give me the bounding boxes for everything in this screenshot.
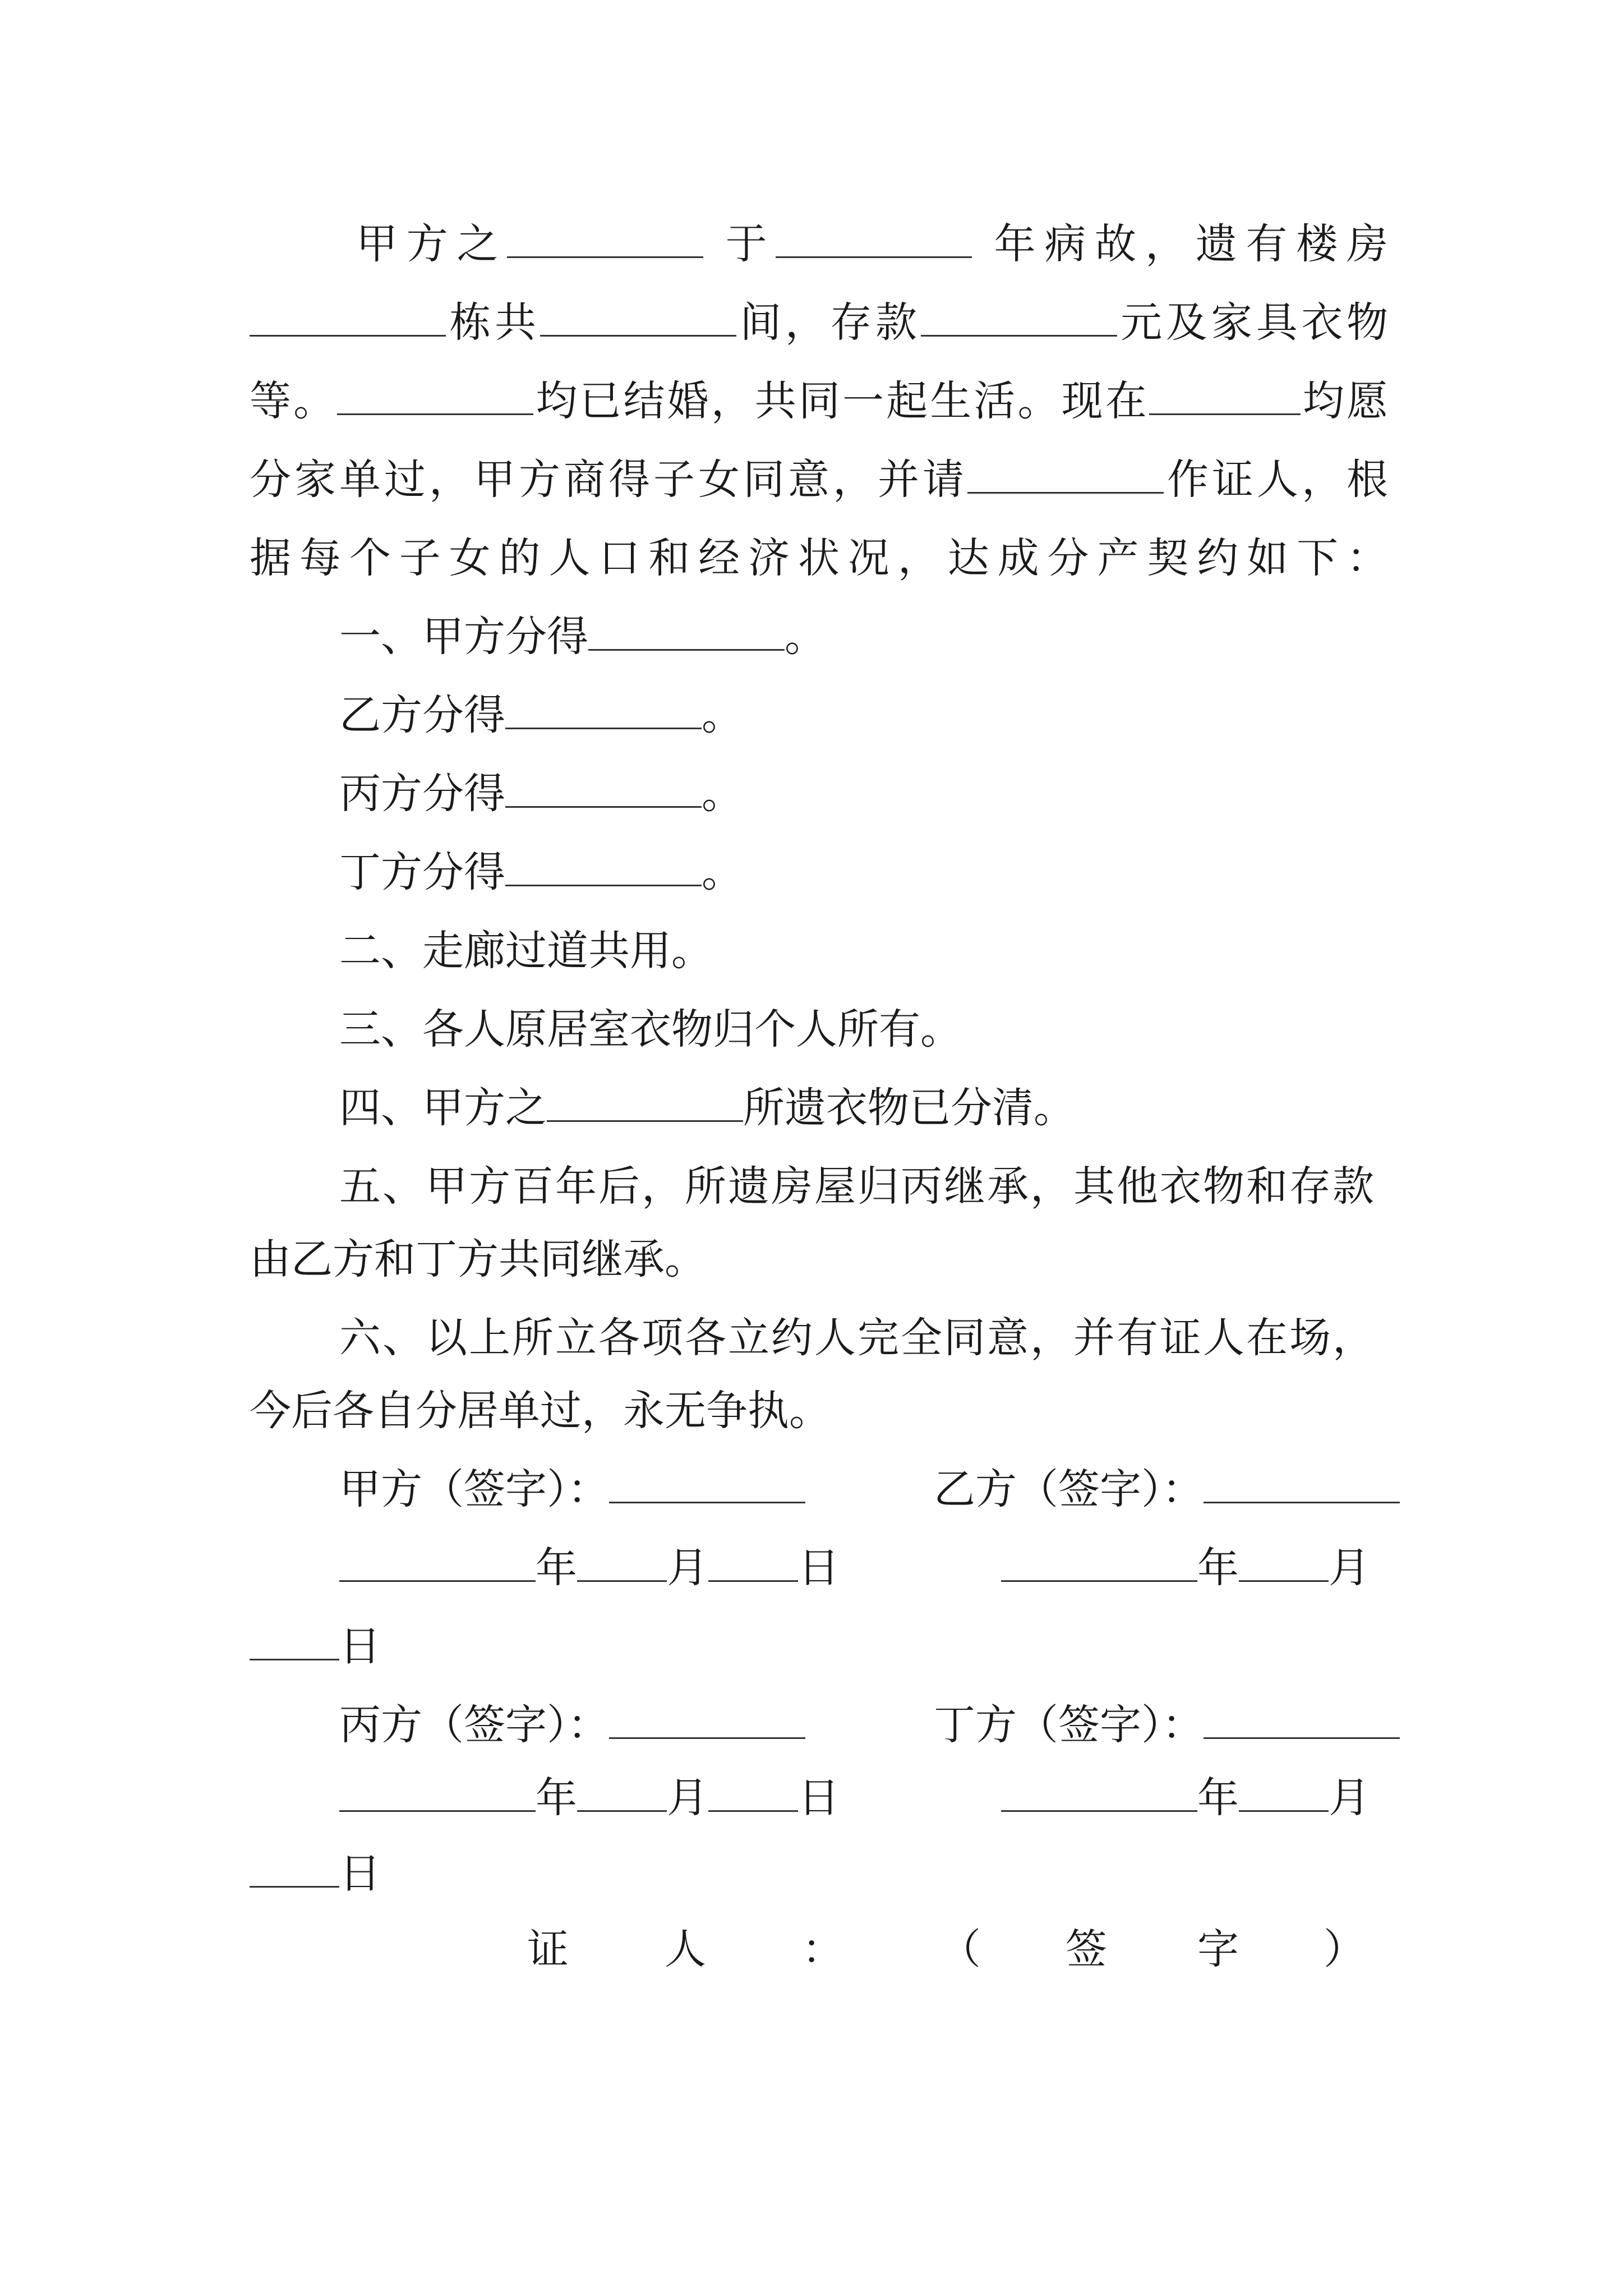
intro-line-5: 据每个子女的人口和经济状况，达成分产契约如下： bbox=[250, 534, 1388, 582]
jia-signature-blank[interactable] bbox=[609, 1462, 805, 1503]
yi-signature: 乙方（签字）： bbox=[934, 1461, 1400, 1517]
bing-day-blank[interactable] bbox=[708, 1771, 798, 1812]
ding-share-blank[interactable] bbox=[505, 845, 702, 886]
item-jia-share: 一、甲方分得 。 bbox=[339, 609, 1478, 665]
yi-date: 年 月 bbox=[1001, 1540, 1370, 1596]
deceased-name-blank-2[interactable] bbox=[547, 1081, 743, 1122]
yi-share-blank[interactable] bbox=[505, 688, 702, 729]
ding-signature: 丁方（签字）： bbox=[934, 1697, 1400, 1753]
bing-year-blank[interactable] bbox=[339, 1771, 536, 1812]
ding-year-blank[interactable] bbox=[1001, 1771, 1197, 1812]
witness-name-blank[interactable] bbox=[967, 453, 1164, 494]
contract-page: 甲方之 于 年病故，遗有楼房 栋共 间，存款 元及家具衣物 等。 均已结婚，共同一起生活。现在 均愿 分家单过，甲方商得子女同意，并请 作证人，根 据每个子女的人口和经济状况，达成分产契约如下： 一、甲方分得 。 乙方分得 。 丙方分得 。 丁方分得 。 二、走廊过道共用。 三、各人原居室衣物归个人所有。 四、甲方之 所遗衣物已分清。 五、甲方百年后，所遗房屋归丙继承，其他衣物和存款 由乙方和丁方共同继承。 六、以上所立各项各立约人完全同意，并有证人在场， 今后各自分居单过，永无争执。 甲方（签字）： 乙方（签字）： 年 月 日 年 月 日 丙方（签字）： 丁方（签字）： 年 月 日 年 月 日 证 人 ： （ 签 字 ） bbox=[0, 0, 1623, 2296]
yi-date-day: 日 bbox=[250, 1618, 381, 1674]
jia-day-blank[interactable] bbox=[708, 1541, 798, 1582]
bing-share-blank[interactable] bbox=[505, 767, 702, 808]
ding-date-day: 日 bbox=[250, 1846, 381, 1902]
item-corridor: 二、走廊过道共用。 bbox=[339, 927, 713, 975]
bing-signature: 丙方（签字）： bbox=[339, 1697, 805, 1753]
yi-signature-blank[interactable] bbox=[1204, 1462, 1400, 1503]
deposit-amount-blank[interactable] bbox=[921, 296, 1117, 337]
item-inheritance: 五、甲方百年后，所遗房屋归丙继承，其他衣物和存款 bbox=[339, 1162, 1376, 1211]
ding-signature-blank[interactable] bbox=[1204, 1698, 1400, 1739]
jia-share-blank[interactable] bbox=[588, 610, 785, 651]
intro-line-4: 分家单过，甲方商得子女同意，并请 作证人，根 bbox=[250, 452, 1388, 508]
item-agreement: 六、以上所立各项各立约人完全同意，并有证人在场， bbox=[339, 1314, 1376, 1362]
item-inheritance-cont: 由乙方和丁方共同继承。 bbox=[250, 1235, 706, 1283]
item-personal-clothing: 三、各人原居室衣物归个人所有。 bbox=[339, 1005, 962, 1053]
jia-year-blank[interactable] bbox=[339, 1541, 536, 1582]
item-bing-share: 丙方分得 。 bbox=[339, 766, 1478, 822]
ding-month-blank[interactable] bbox=[1239, 1771, 1329, 1812]
intro-line-2: 栋共 间，存款 元及家具衣物 bbox=[250, 295, 1388, 351]
bing-month-blank[interactable] bbox=[577, 1771, 667, 1812]
yi-day-blank[interactable] bbox=[250, 1619, 339, 1660]
deceased-name-blank[interactable] bbox=[507, 217, 703, 258]
intro-line-1: 甲方之 于 年病故，遗有楼房 bbox=[250, 216, 1388, 272]
building-count-blank[interactable] bbox=[250, 296, 446, 337]
item-ding-share: 丁方分得 。 bbox=[339, 844, 1478, 900]
bing-signature-blank[interactable] bbox=[609, 1698, 805, 1739]
parties-blank[interactable] bbox=[1149, 374, 1301, 415]
death-year-blank[interactable] bbox=[776, 217, 972, 258]
children-names-blank[interactable] bbox=[337, 374, 533, 415]
yi-month-blank[interactable] bbox=[1239, 1541, 1329, 1582]
room-count-blank[interactable] bbox=[540, 296, 736, 337]
item-deceased-clothing: 四、甲方之 所遗衣物已分清。 bbox=[339, 1080, 1478, 1136]
jia-month-blank[interactable] bbox=[577, 1541, 667, 1582]
intro-line-3: 等。 均已结婚，共同一起生活。现在 均愿 bbox=[250, 373, 1388, 429]
yi-year-blank[interactable] bbox=[1001, 1541, 1197, 1582]
ding-day-blank[interactable] bbox=[250, 1847, 339, 1888]
jia-signature: 甲方（签字）： bbox=[339, 1461, 805, 1517]
ding-date: 年 月 bbox=[1001, 1770, 1370, 1826]
bing-date: 年 月 日 bbox=[339, 1770, 840, 1826]
item-yi-share: 乙方分得 。 bbox=[339, 687, 1478, 743]
item-agreement-cont: 今后各自分居单过，永无争执。 bbox=[250, 1387, 831, 1435]
jia-date: 年 月 日 bbox=[339, 1540, 840, 1596]
